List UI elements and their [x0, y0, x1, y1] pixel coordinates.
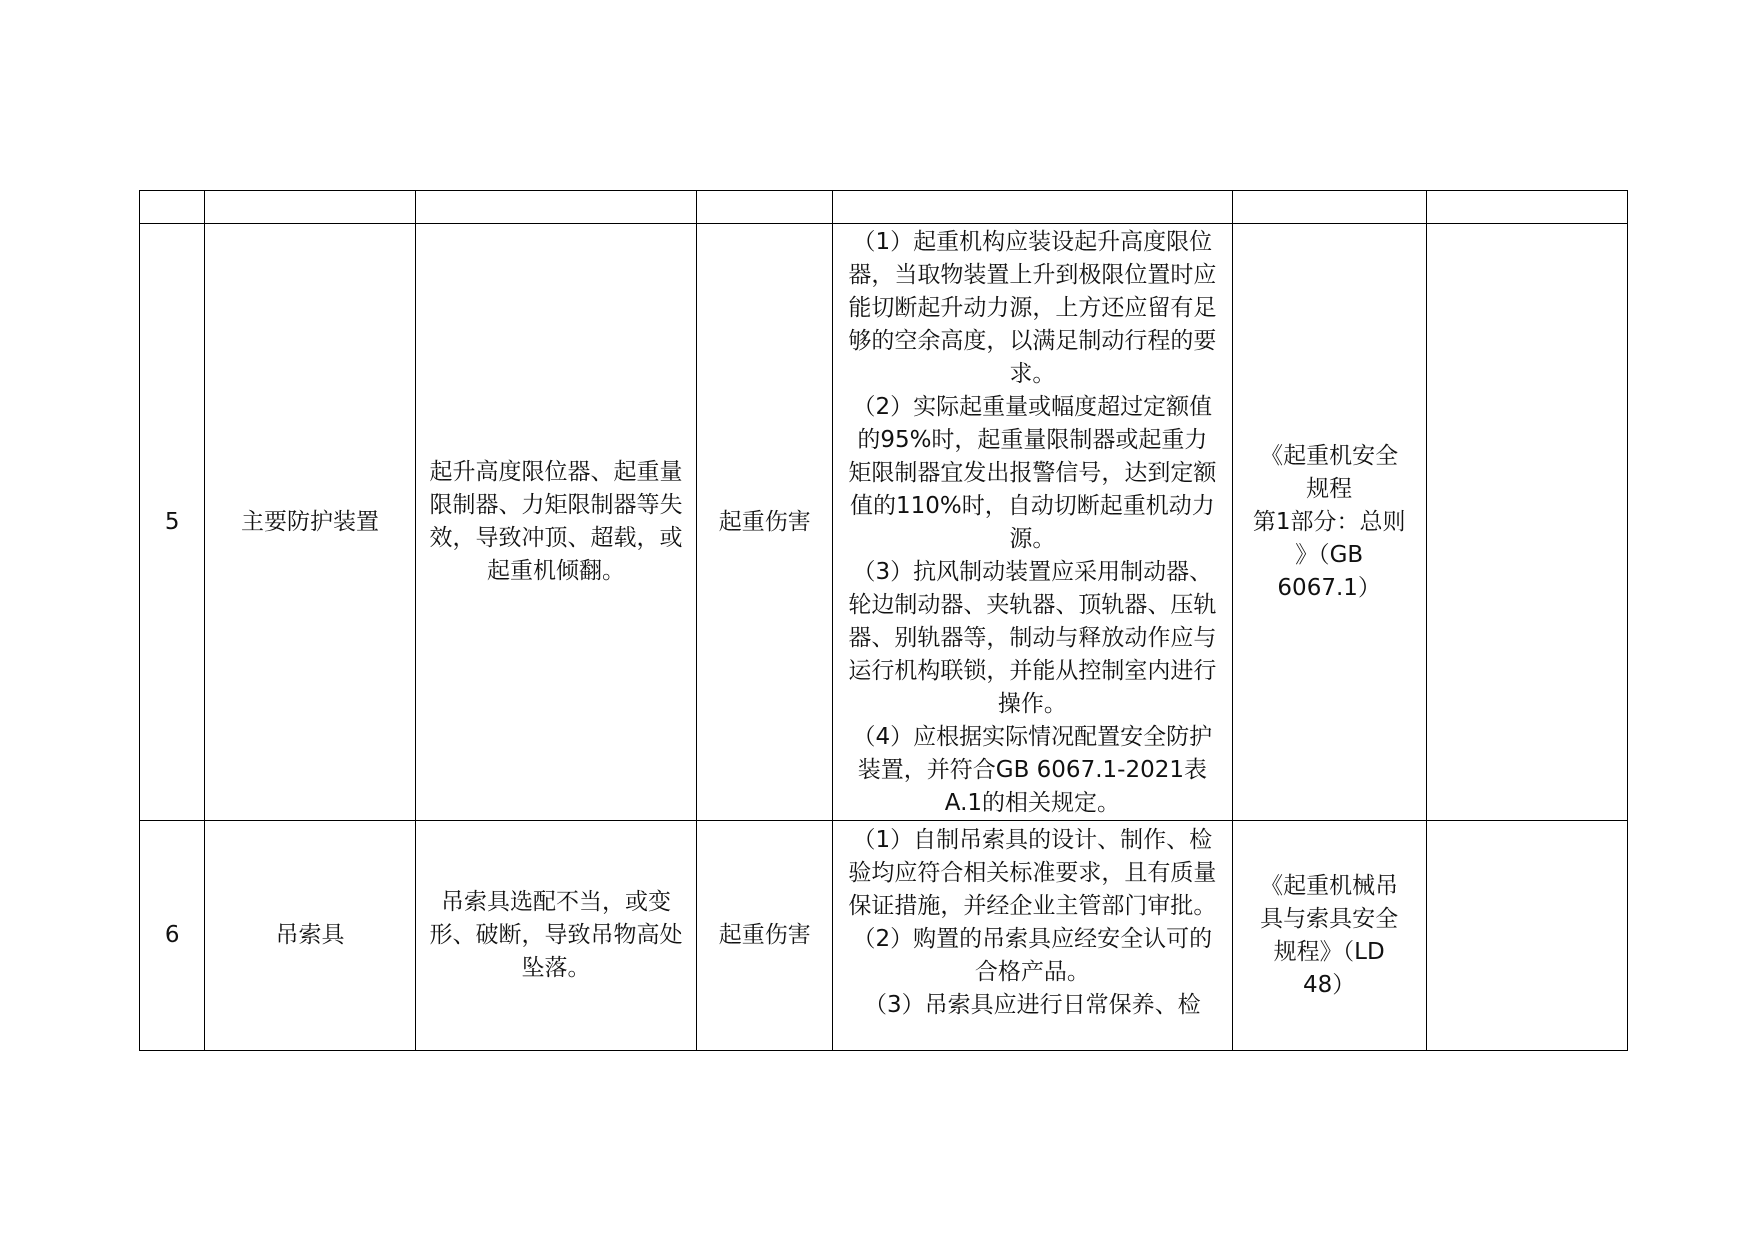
standard-reference-line: 规程》（LD	[1273, 938, 1385, 965]
measure-item: （3）吊索具应进行日常保养、检	[864, 991, 1201, 1018]
header-cell	[1426, 191, 1627, 224]
accident-type: 起重伤害	[718, 508, 811, 535]
item-name: 主要防护装置	[241, 508, 380, 535]
header-cell	[697, 191, 833, 224]
remark-cell	[1426, 821, 1627, 1051]
header-cell	[1232, 191, 1426, 224]
measures-cell	[833, 821, 1232, 1051]
standard-reference-line: 《起重机械吊	[1260, 872, 1399, 899]
measure-item: （4）应根据实际情况配置安全防护装置，并符合GB 6067.1-2021表A.1的相关规定。	[852, 724, 1213, 816]
accident-type-cell	[697, 224, 833, 821]
standard-reference-line: 规程	[1306, 475, 1353, 502]
table-row	[140, 224, 1628, 821]
hazard-description: 吊索具选配不当，或变形、破断，导致吊物高处坠落。	[429, 889, 683, 981]
header-cell	[140, 191, 205, 224]
standard-cell	[1232, 821, 1426, 1051]
standard-reference-line: 》（GB	[1295, 541, 1364, 568]
hazard-description: 起升高度限位器、起重量限制器、力矩限制器等失效，导致冲顶、超载，或起重机倾翻。	[429, 459, 683, 584]
standard-reference-line: 第1部分：总则	[1252, 508, 1406, 535]
accident-type-cell	[697, 821, 833, 1051]
standard-cell	[1232, 224, 1426, 821]
item-name-cell	[205, 821, 415, 1051]
measure-item: （2）实际起重量或幅度超过定额值的95%时，起重量限制器或起重力矩限制器宜发出报警信号，达到定额值的110%时，自动切断起重机动力源。	[848, 394, 1217, 552]
row-number: 6	[140, 821, 205, 1051]
measures-cell	[833, 224, 1232, 821]
standard-reference-line: 48）	[1303, 971, 1356, 998]
standard-reference-line: 具与索具安全	[1260, 905, 1399, 932]
accident-type: 起重伤害	[718, 922, 811, 948]
header-cell	[415, 191, 697, 224]
safety-measures-table	[139, 190, 1628, 1051]
measure-item: （1）起重机构应装设起升高度限位器，当取物装置上升到极限位置时应能切断起升动力源，上方还应留有足够的空余高度，以满足制动行程的要求。	[848, 229, 1217, 387]
standard-reference-line: 《起重机安全	[1260, 442, 1399, 469]
table-row	[140, 821, 1628, 1051]
standard-reference-line: 6067.1）	[1277, 574, 1381, 601]
measure-item: （2）购置的吊索具应经安全认可的合格产品。	[852, 925, 1213, 985]
measure-item: （3）抗风制动装置应采用制动器、轮边制动器、夹轨器、顶轨器、压轨器、别轨器等，制动与释放动作应与运行机构联锁，并能从控制室内进行操作。	[848, 559, 1217, 717]
remark-cell	[1426, 224, 1627, 821]
header-cell	[205, 191, 415, 224]
measure-item: （1）自制吊索具的设计、制作、检验均应符合相关标准要求，且有质量保证措施，并经企业主管部门审批。	[848, 826, 1217, 919]
item-name-cell	[205, 224, 415, 821]
header-cell	[833, 191, 1232, 224]
hazard-cell	[415, 821, 697, 1051]
hazard-cell	[415, 224, 697, 821]
table-header-row	[140, 191, 1628, 224]
item-name: 吊索具	[275, 922, 345, 948]
row-number: 5	[140, 224, 205, 821]
